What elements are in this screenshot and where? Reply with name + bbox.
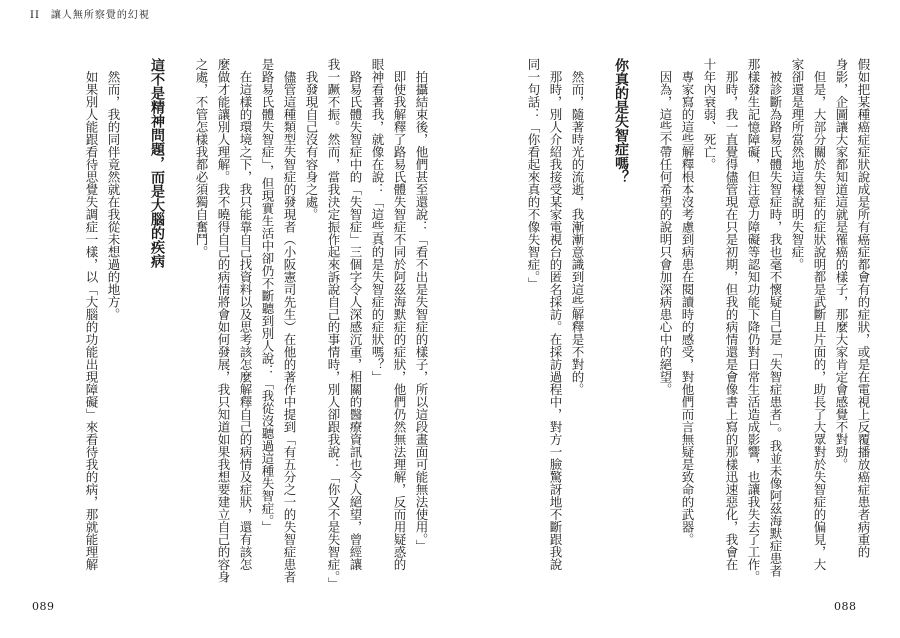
text-line: 我發現自己沒有容身之處。: [304, 58, 319, 221]
text-line: 十年內衰弱、死亡。: [702, 58, 717, 171]
text-line: 身影，企圖讓大家都知道這就是罹癌的樣子，那麼大家肯定會感覺不對勁。: [834, 58, 849, 471]
text-line: 那時，別人介紹我接受某家電視台的匿名採訪。在採訪過程中，對方一臉驚訝地不斷跟我說: [548, 58, 563, 571]
text-line: 儘管這種類型失智症的發現者（小阪憲司先生）在他的著作中提到「有五分之一的失智症患者: [282, 58, 297, 583]
right-page-text: [522, 58, 874, 583]
text-line: 麼做才能讓別人理解。我不曉得自己的病情將會如何發展，我只知道如果我想要建立自己的容身: [216, 58, 231, 583]
right-page: [450, 0, 900, 638]
text-line: 路易氏體失智症中的「失智症」三個字令人深感沉重，相關的醫療資訊也令人絕望，曾經讓: [348, 58, 363, 571]
text-line: 同一句話：「你看起來真的不像失智症。」: [526, 58, 541, 290]
running-head: II 讓人無所察覺的幻視: [30, 10, 150, 21]
text-line: 然而，隨著時光的流逝，我漸漸意識到這些解釋是不對的。: [570, 58, 585, 396]
blank-line: [168, 58, 190, 578]
left-page-text: [80, 58, 432, 590]
text-line: 因為，這些不帶任何希望的說明只會加深病患心中的絕望。: [658, 58, 673, 396]
text-line: 假如把某種癌症症狀說成是所有癌症都會有的症狀，或是在電視上反覆播放癌症患者病重的: [856, 58, 871, 558]
text-line: 那樣發生記憶障礙，但注意力障礙等認知功能下降仍對日常生活造成影響，也讓我失去了工作。: [746, 58, 761, 583]
text-line: 家卻還是理所當然地這樣說明失智症。: [790, 58, 805, 271]
text-line: 那時，我一直覺得儘管現在只是初期，但我的病情還是會像書上寫的那樣迅速惡化，我會在: [724, 58, 739, 571]
text-line: 眼神看著我，就像在說：「這些真的是失智症的症狀嗎？」: [370, 58, 385, 383]
text-line: 拍攝結束後，他們甚至還說：「看不出是失智症的樣子，所以這段畫面可能無法使用。」: [414, 58, 429, 552]
blank-line: [632, 58, 654, 578]
section-heading: 你真的是失智症嗎？: [613, 58, 629, 184]
page-number-right: 088: [834, 600, 857, 613]
page-number-left: 089: [32, 600, 55, 613]
text-line: 然而，我的同伴竟然就在我從未想過的地方。: [106, 58, 121, 321]
text-line: 但是，大部分關於失智症的症狀說明都是武斷且片面的，助長了大眾對於失智症的偏見，大: [812, 58, 827, 571]
blank-line: [124, 58, 146, 578]
text-line: 是路易氏體失智症」，但現實生活中卻仍不斷聽到別人說：「我從沒聽過這種失智症。」: [260, 58, 275, 533]
text-line: 如果別人能跟看待思覺失調症一樣，以「大腦的功能出現障礙」來看待我的病，那就能理解: [84, 58, 99, 571]
blank-line: [588, 58, 610, 578]
section-heading: 這不是精神問題，而是大腦的疾病: [149, 58, 165, 268]
text-line: 即使我解釋了路易氏體失智症不同於阿茲海默症的症狀，他們仍然無法理解，反而用疑惑的: [392, 58, 407, 571]
text-line: 之處，不管怎樣我都必須獨自奮鬥。: [194, 58, 209, 258]
text-line: 在這樣的環境之下，我只能靠自己找資料以及思考該怎麼解釋自己的病情及症狀，還有該怎: [238, 58, 253, 571]
text-line: 我一蹶不振。然而，當我決定振作起來訴說自己的事情時，別人卻跟我說：「你又不是失智症。」: [326, 58, 341, 590]
text-line: 專家寫的這些解釋根本沒考慮到病患在閱讀時的感受，對他們而言無疑是致命的武器。: [680, 58, 695, 546]
text-line: 被診斷為路易氏體失智症時，我也毫不懷疑自己是「失智症患者」。我並未像阿茲海默症患者: [768, 58, 783, 577]
